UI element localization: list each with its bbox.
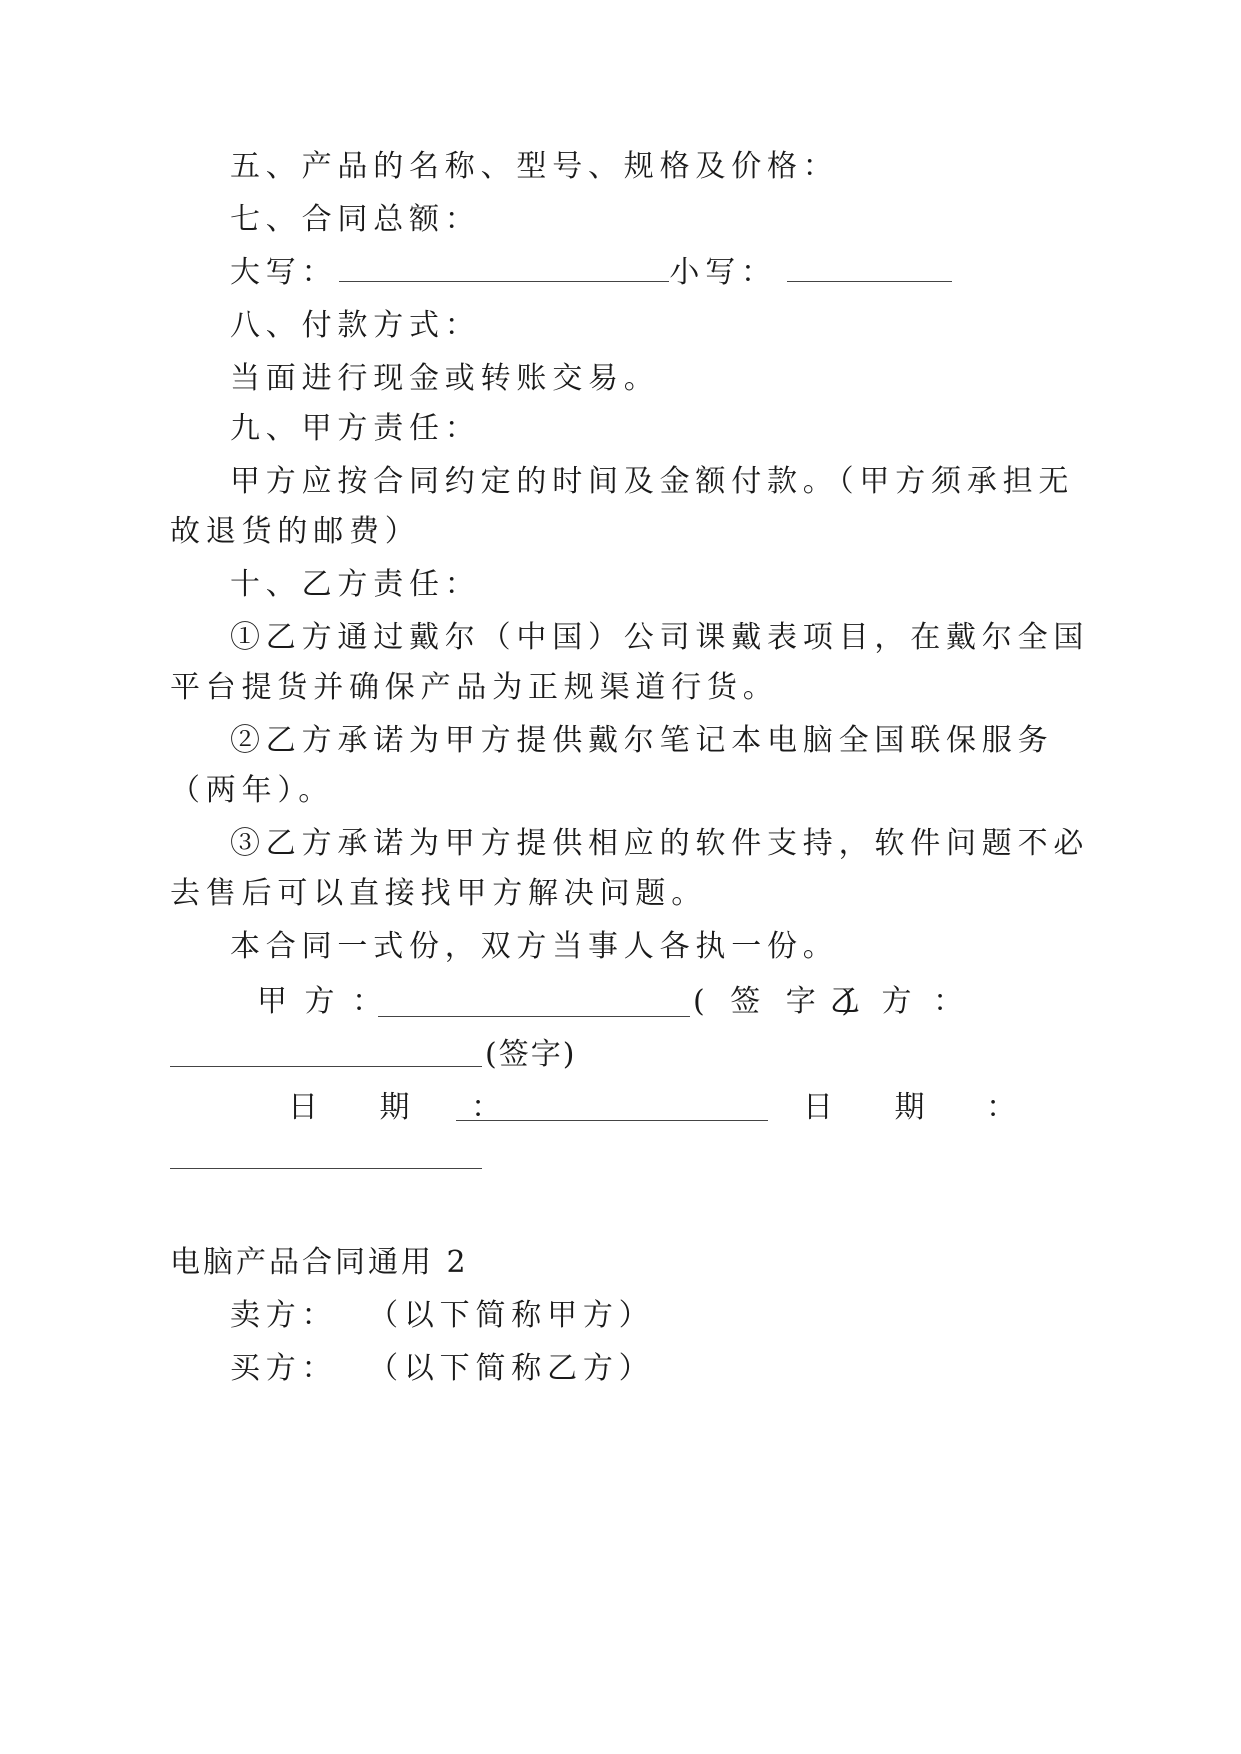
date-blank-1: [456, 1094, 768, 1121]
section-10-item-1a: ①乙方通过戴尔（中国）公司课戴表项目，在戴尔全国: [230, 620, 1090, 655]
yifang-sign-blank: [170, 1040, 482, 1067]
section-10-item-2a: ②乙方承诺为甲方提供戴尔笔记本电脑全国联保服务: [230, 723, 1054, 758]
sign-label-1: ( 签 字 ): [693, 984, 862, 1019]
sign-label-2: (签字): [485, 1037, 577, 1072]
section-10-item-1b: 平台提货并确保产品为正规渠道行货。: [170, 670, 779, 705]
section-9-text-1: 甲方应按合同约定的时间及金额付款。（甲方须承担无: [230, 464, 1075, 499]
section-8-heading: 八、付款方式：: [230, 308, 481, 343]
section-7-heading: 七、合同总额：: [230, 202, 481, 237]
seller-line: 卖方： （以下简称甲方）: [230, 1298, 655, 1333]
section-5-heading: 五、产品的名称、型号、规格及价格：: [230, 149, 839, 184]
next-contract-title: 电脑产品合同通用 2: [170, 1245, 469, 1280]
yifang-label: 乙 方 ：: [830, 984, 970, 1019]
section-9-text-2: 故退货的邮费）: [170, 514, 421, 549]
date-label-1: 日 期 ：: [288, 1090, 528, 1125]
jiafang-label: 甲 方 ：: [257, 984, 387, 1019]
daxie-label: 大写：: [230, 255, 338, 290]
section-10-heading: 十、乙方责任：: [230, 567, 481, 602]
date-blank-2: [170, 1142, 482, 1169]
section-10-item-2b: （两年）。: [170, 773, 334, 808]
jiafang-sign-blank: [378, 990, 690, 1017]
section-8-text: 当面进行现金或转账交易。: [230, 361, 660, 396]
amount-row: [230, 253, 952, 293]
daxie-blank: [339, 255, 669, 282]
section-9-heading: 九、甲方责任：: [230, 411, 481, 446]
xiaoxie-label: 小写：: [669, 255, 777, 290]
xiaoxie-blank: [787, 255, 952, 282]
section-10-item-3a: ③乙方承诺为甲方提供相应的软件支持，软件问题不必: [230, 826, 1090, 861]
date-label-2: 日 期 ：: [803, 1090, 1043, 1125]
copies-statement: 本合同一式份，双方当事人各执一份。: [230, 929, 839, 964]
buyer-line: 买方： （以下简称乙方）: [230, 1351, 655, 1386]
section-10-item-3b: 去售后可以直接找甲方解决问题。: [170, 876, 707, 911]
